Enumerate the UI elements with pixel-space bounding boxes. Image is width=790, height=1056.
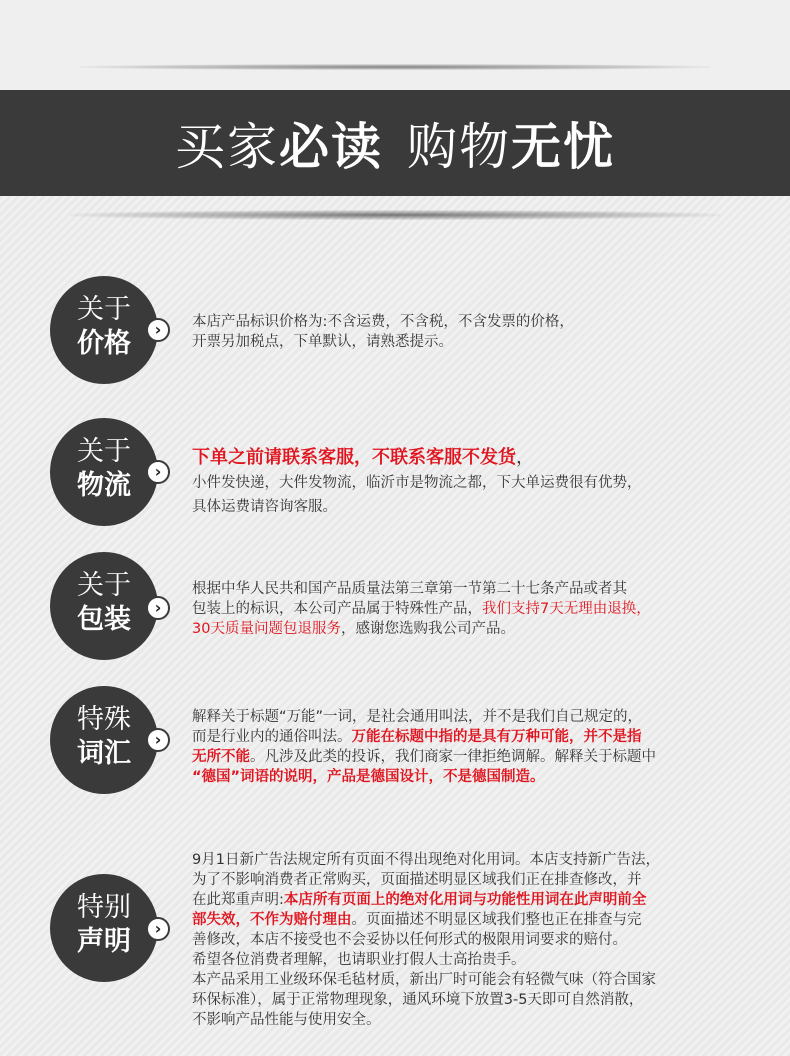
text-line: 根据中华人民共和国产品质量法第三章第一节第二十七条产品或者其 — [192, 581, 627, 597]
text-line: 9月1日新广告法规定所有页面不得出现绝对化用词。本店支持新广告法， — [192, 852, 660, 868]
text-line: 为了不影响消费者正常购买，页面描述明显区域我们正在排查修改，并 — [192, 872, 642, 888]
text-line: 环保标准），属于正常物理现象，通风环境下放置3-5天即可自然消散， — [192, 992, 644, 1008]
divider-line — [80, 64, 710, 70]
divider-shadow — [70, 210, 720, 220]
packaging-text — [192, 579, 732, 639]
text-line: 解释关于标题“万能”一词，是社会通用叫法，并不是我们自己规定的， — [192, 709, 643, 725]
text-line: 具体运费请咨询客服。 — [192, 499, 337, 515]
text-line: 不影响产品性能与使用安全。 — [192, 1012, 381, 1028]
header-banner — [0, 90, 790, 196]
text-line: 在此郑重声明:本店所有页面上的绝对化用词与功能性用词在此声明前全 — [192, 892, 647, 908]
badge-line-1: 关于 — [77, 570, 131, 601]
statement-badge — [50, 874, 158, 982]
text-line: 善修改，本店不接受也不会妥协以任何形式的极限用词要求的赔付。 — [192, 932, 627, 948]
banner-text-2: 必读 — [279, 118, 383, 176]
text-line: 开票另加税点，下单默认，请熟悉提示。 — [192, 334, 453, 350]
text-line: 包装上的标识，本公司产品属于特殊性产品，我们支持7天无理由退换， — [192, 601, 651, 617]
badge-line-1: 关于 — [77, 294, 131, 325]
text-line: 30天质量问题包退服务，感谢您选购我公司产品。 — [192, 621, 515, 637]
logistics-text — [192, 446, 732, 519]
text-line: 而是行业内的通俗叫法。万能在标题中指的是具有万种可能，并不是指 — [192, 729, 642, 745]
text-line: 小件发快递，大件发物流，临沂市是物流之都，下大单运费很有优势， — [192, 475, 642, 491]
banner-text-4: 无忧 — [511, 118, 615, 176]
text-line: “德国”词语的说明，产品是德国设计，不是德国制造。 — [192, 769, 545, 785]
top-band — [0, 0, 790, 90]
special-terms-text — [192, 707, 732, 787]
badge-line-1: 关于 — [77, 436, 131, 467]
statement-text — [192, 850, 732, 1030]
chevron-right-icon: › — [146, 460, 170, 484]
text-line: 下单之前请联系客服，不联系客服不发货， — [192, 447, 534, 468]
price-text — [192, 312, 732, 352]
warning-text: 下单之前请联系客服，不联系客服不发货 — [192, 447, 516, 468]
logistics-badge — [50, 418, 158, 526]
text-line: 本店产品标识价格为:不含运费，不含税，不含发票的价格， — [192, 314, 574, 330]
badge-line-1: 特别 — [77, 892, 131, 923]
text-line: 本产品采用工业级环保毛毡材质，新出厂时可能会有轻微气味（符合国家 — [192, 972, 656, 988]
badge-line-2: 词汇 — [77, 738, 131, 769]
chevron-right-icon: › — [146, 728, 170, 752]
badge-line-2: 声明 — [77, 926, 131, 957]
chevron-right-icon: › — [146, 917, 170, 941]
badge-line-2: 物流 — [77, 470, 131, 501]
text-line: 部失效，不作为赔付理由。页面描述不明显区域我们整也正在排查与完 — [192, 912, 642, 928]
chevron-right-icon: › — [146, 318, 170, 342]
packaging-badge — [50, 552, 158, 660]
badge-line-1: 特殊 — [77, 704, 131, 735]
badge-line-2: 包装 — [77, 604, 131, 635]
chevron-right-icon: › — [146, 596, 170, 620]
badge-line-2: 价格 — [77, 328, 131, 359]
banner-text-1: 买家 — [175, 118, 279, 176]
price-badge — [50, 276, 158, 384]
text-line: 无所不能。凡涉及此类的投诉，我们商家一律拒绝调解。解释关于标题中 — [192, 749, 656, 765]
text-line: 希望各位消费者理解，也请职业打假人士高抬贵手。 — [192, 952, 526, 968]
special-terms-badge — [50, 686, 158, 794]
banner-text-3: 购物 — [407, 118, 511, 176]
